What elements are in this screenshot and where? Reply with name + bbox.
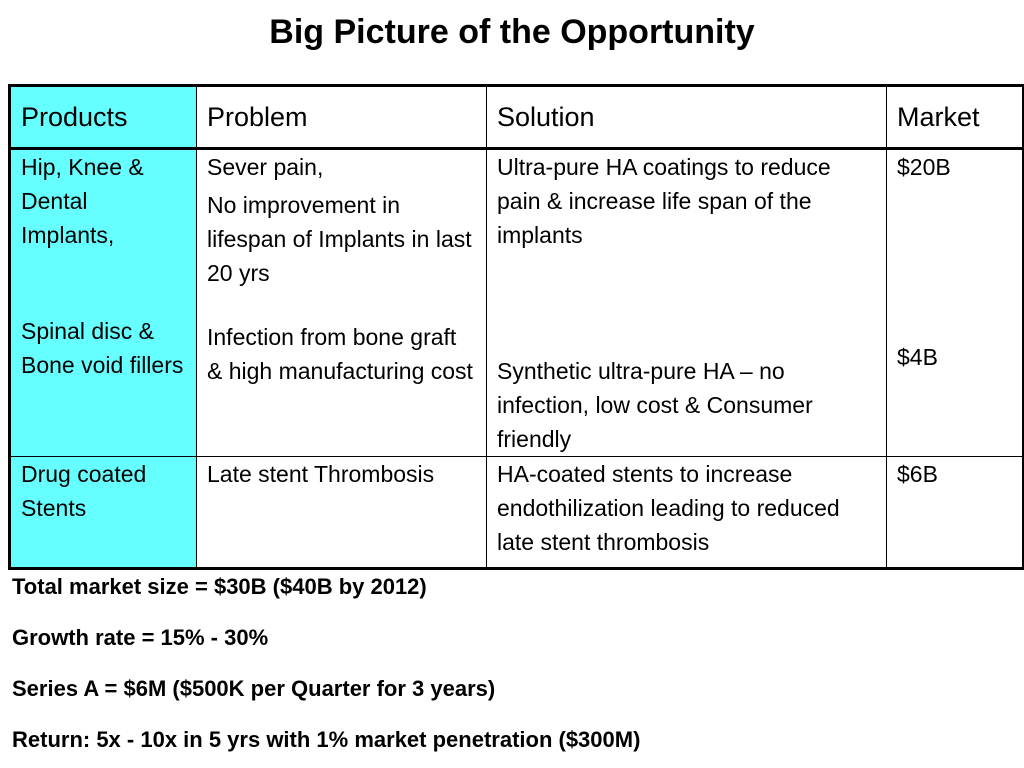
summary-market-size: Total market size = $30B ($40B by 2012) bbox=[12, 574, 427, 599]
solution-coatings: Ultra-pure HA coatings to reduce pain & increase life span of the implants bbox=[497, 154, 831, 248]
problem-infection: Infection from bone graft & high manufacturing cost bbox=[207, 324, 473, 384]
market-spinal: $4B bbox=[897, 344, 938, 370]
header-products: Products bbox=[10, 86, 197, 149]
header-problem: Problem bbox=[197, 86, 487, 149]
header-solution: Solution bbox=[487, 86, 887, 149]
table-header-row bbox=[10, 86, 1024, 149]
market-stents: $6B bbox=[887, 457, 1024, 569]
problem-cell bbox=[197, 149, 487, 457]
spacer bbox=[207, 290, 476, 320]
problem-pain: Sever pain, bbox=[207, 154, 324, 180]
table-row bbox=[10, 457, 1024, 569]
slide-title: Big Picture of the Opportunity bbox=[269, 13, 755, 51]
spacer bbox=[897, 184, 1012, 334]
product-implants: Hip, Knee & Dental Implants, bbox=[21, 154, 144, 248]
summary-list bbox=[12, 574, 1012, 768]
summary-return: Return: 5x - 10x in 5 yrs with 1% market penetration ($300M) bbox=[12, 727, 641, 752]
solution-cell bbox=[487, 149, 887, 457]
summary-growth-rate: Growth rate = 15% - 30% bbox=[12, 625, 269, 650]
solution-stents: HA-coated stents to increase endothilization leading to reduced late stent thrombosis bbox=[487, 457, 887, 569]
spacer bbox=[497, 252, 876, 354]
table-row bbox=[10, 149, 1024, 457]
spacer bbox=[21, 252, 186, 314]
header-market: Market bbox=[887, 86, 1024, 149]
problem-lifespan: No improvement in lifespan of Implants in last 20 yrs bbox=[207, 192, 472, 286]
products-cell bbox=[10, 149, 197, 457]
summary-series-a: Series A = $6M ($500K per Quarter for 3 years) bbox=[12, 676, 496, 701]
opportunity-table bbox=[8, 84, 1024, 570]
product-spinal: Spinal disc & Bone void fillers bbox=[21, 318, 184, 378]
market-implants: $20B bbox=[897, 154, 951, 180]
problem-thrombosis: Late stent Thrombosis bbox=[197, 457, 487, 569]
market-cell bbox=[887, 149, 1024, 457]
product-stents: Drug coated Stents bbox=[10, 457, 197, 569]
solution-synthetic: Synthetic ultra-pure HA – no infection, low cost & Consumer friendly bbox=[497, 358, 813, 452]
